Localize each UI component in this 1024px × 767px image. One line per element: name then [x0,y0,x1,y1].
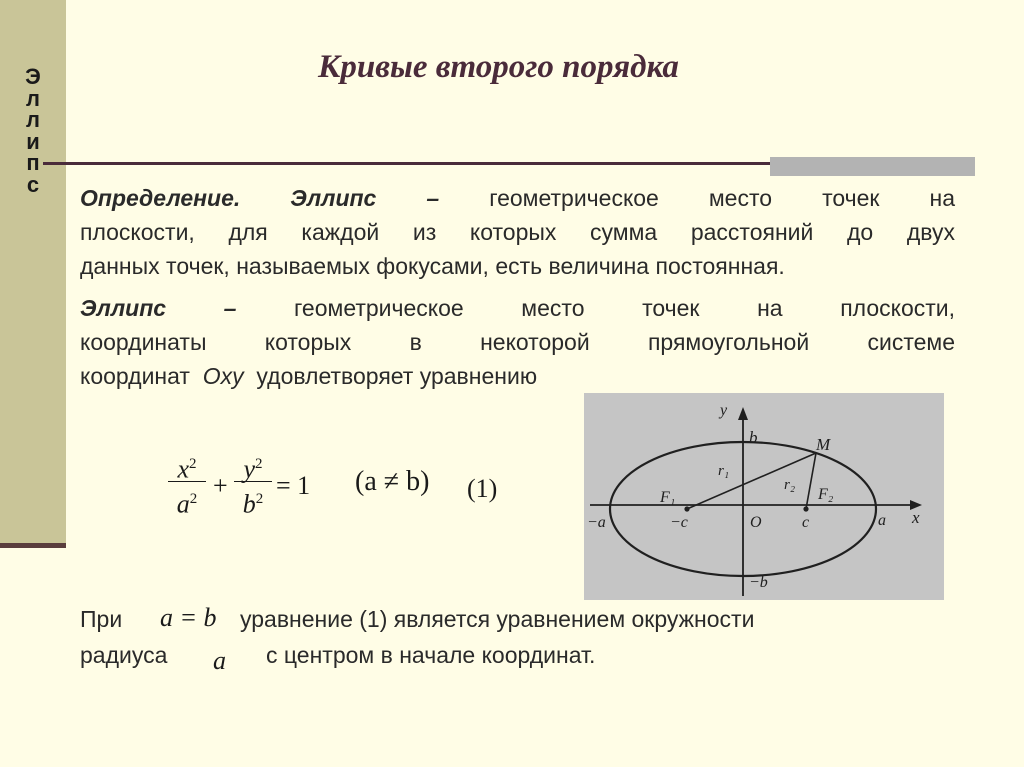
focus-f2-point [803,506,808,511]
denominator: b [242,489,256,519]
definition-line-3: данных точек, называемых фокусами, есть величина постоянная. [80,253,785,279]
numerator: x [177,454,190,484]
sidebar-letter: л [26,85,40,111]
sidebar-letter: п [26,150,40,175]
condition-a-not-b: (a ≠ b) [355,466,430,497]
definition-line-1 [80,181,955,215]
exponent: 2 [255,491,264,507]
figure-background [584,393,944,600]
exponent: 2 [189,491,198,507]
sidebar-letter: л [26,107,40,132]
sidebar-letter: Э [25,64,41,89]
a-right-label: a [878,512,886,529]
definition-line-2: плоскости, для каждой из которых сумма расстояний до двух [80,219,955,245]
plus-sign: + [213,471,228,500]
coordinate-system-name: Oxy [202,363,244,389]
sidebar-vertical-label [18,66,48,195]
exponent: 2 [189,456,197,472]
point-m-label: M [816,435,831,454]
definition2-line-2: координаты которых в некоторой прямоугольной системе [80,329,955,355]
y-axis-label: y [720,402,728,419]
definition2-text: геометрическое место точек на плоскости, [294,295,956,321]
definition-text: геометрическое место точек на [489,185,955,211]
definition-lead: Определение. Эллипс – [80,185,440,211]
ellipse-equation [168,447,508,527]
fraction-y-over-b [234,447,272,519]
b-bottom-label: −b [749,574,768,591]
origin-label: O [750,514,762,531]
x-axis-label: x [912,508,920,527]
math-a: a [213,646,226,675]
note-text: При [80,606,123,632]
focus-f1-point [684,506,689,511]
definition2-line-3 [80,359,955,393]
definition2-text: координат [80,363,190,389]
minus-c-label: −c [670,514,688,531]
note-text: радиуса [80,642,168,668]
numerator: y [243,454,256,484]
r1-label: r₁ [718,463,730,479]
title-rule-accent [770,157,975,176]
definition2-paragraph [80,291,955,393]
math-a-equals-b: a = b [160,603,217,632]
sidebar-letter: и [26,128,40,154]
f2-label: F₂ [818,486,834,503]
fraction-x-over-a [168,447,206,519]
exponent: 2 [255,456,263,472]
sidebar-divider [0,543,66,548]
definition2-line-1 [80,291,955,325]
slide-title: Кривые второго порядка [318,49,679,85]
ellipse-figure [584,393,944,600]
b-top-label: b [749,428,758,447]
note-text: уравнение (1) является уравнением окружности [240,606,755,632]
r2-label: r₂ [784,477,796,493]
f1-label: F₁ [660,489,676,506]
definition-paragraph [80,181,955,283]
c-label: c [802,514,810,531]
a-left-label: −a [587,514,606,531]
definition2-lead: Эллипс – [80,295,237,321]
denominator: a [176,489,190,519]
definition2-text: удовлетворяет уравнению [256,363,538,389]
sidebar-letter: с [26,171,40,197]
note-text: с центром в начале координат. [266,642,596,668]
equals-one: = 1 [276,471,311,500]
equation-number: (1) [467,474,498,503]
